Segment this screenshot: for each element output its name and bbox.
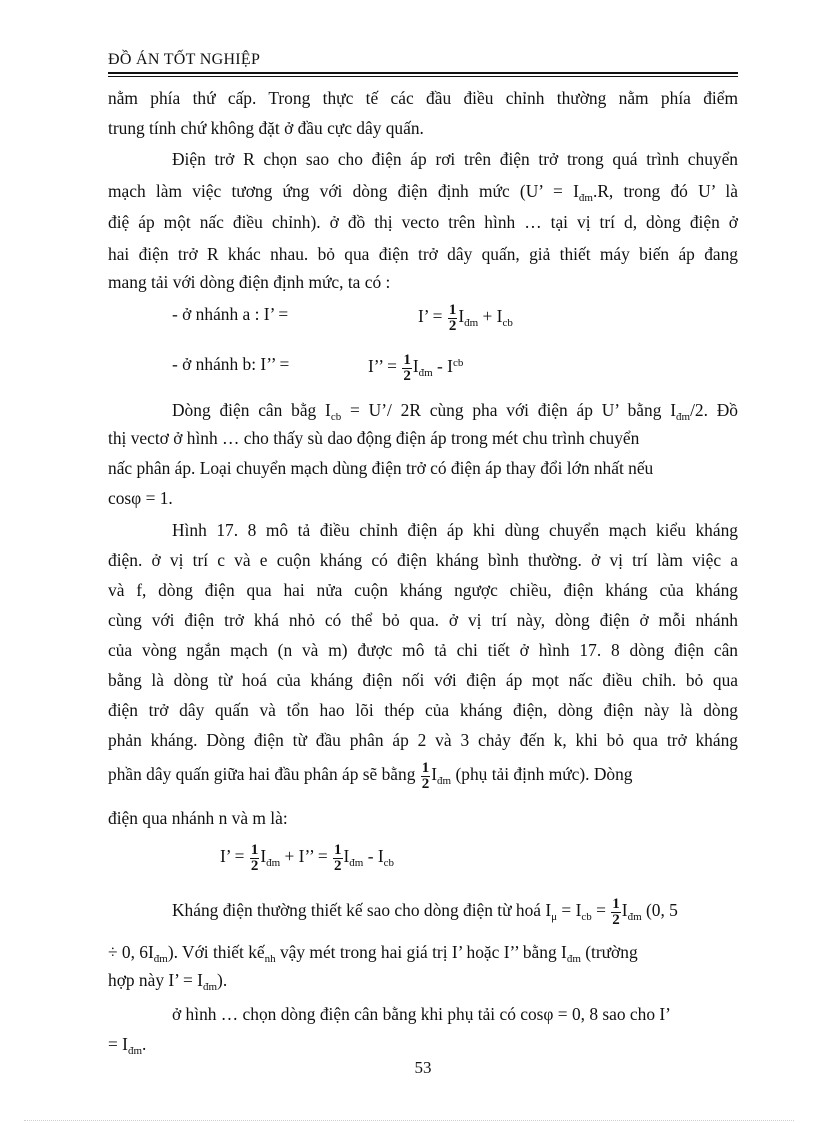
text-line: của vòng ngắn mạch (n và m) được mô tả chi tiết ở hình 17. 8 dòng điện cân [108,640,738,660]
text-line: ở hình … chọn dòng điện cân bằng khi phụ tải có cosφ = 0, 8 sao cho I’ [172,1004,671,1024]
text-line: = $I_{đm}$. [108,1034,147,1057]
formula-branch-n-m: I’ = $\frac{1}{2}$ $I_{đm} + I$’’ = $\frac{1}{2}$ $I_{đm} - I_{cb}$ [220,841,395,874]
text-line: điện. ở vị trí c và e cuộn kháng có điện kháng bình thường. ở vị trí làm việc a [108,550,738,570]
text-line: mạch làm việc tương ứng với dòng điện định mức (U’ = $I_{đm}.R$, trong đó U’ là [108,181,738,204]
header-rule-thick [108,72,738,74]
formula-branch-a: I’ = $\frac{1}{2}$ $I_{đm} + I_{cb}$ [418,301,513,334]
text-line: mang tải với dòng điện định mức, ta có : [108,272,391,292]
text-line: hai điện trở R khác nhau. bỏ qua điện trở dây quấn, giả thiết máy biến áp đang [108,244,738,264]
text-line: Điện trở R chọn sao cho điện áp rơi trên điện trở trong quá trình chuyển [172,149,738,169]
formula-label-branch-a: - ở nhánh a : I’ = [172,304,289,324]
text-line: bằng là dòng từ hoá của kháng điện nối với điện áp mọt nấc điều chỉh. bỏ qua [108,670,738,690]
fraction-half: $\frac{1}{2}$ [448,301,457,334]
text-line: nấc phân áp. Loại chuyển mạch dùng điện trở có điện áp thay đổi lớn nhất nếu [108,458,654,478]
text-line: nằm phía thứ cấp. Trong thực tế các đầu điều chỉnh thường nằm phía điểm [108,88,738,108]
formula-label-branch-b: - ở nhánh b: I’’ = [172,354,290,374]
text-line: phần dây quấn giữa hai đầu phân áp sẽ bằng $\frac{1}{2}$ $I_{đm}$ (phụ tải định mức). Dòng [108,759,633,792]
fraction-half: $\frac{1}{2}$ [612,895,620,928]
text-line: điện qua nhánh n và m là: [108,808,288,828]
page-number: 53 [414,1058,432,1077]
text-line: hợp này I’ = $I_{đm}$). [108,970,228,993]
document-header: ĐỒ ÁN TỐT NGHIỆP [108,51,261,68]
text-line: điệ áp một nấc điều chỉnh). ở đồ thị vecto trên hình … tại vị trí d, dòng điện ở [108,212,738,232]
text-line: điện trở dây quấn và tổn hao lõi thép của kháng điện, dòng điện này là dòng [108,700,738,720]
text-line: cùng với điện trở khá nhỏ có thể bỏ qua. ở vị trí này, dòng điện ở mỗi nhánh [108,610,738,630]
fraction-half: $\frac{1}{2}$ [421,759,430,792]
header-rule-thin [108,76,738,77]
text-line: phản kháng. Dòng điện từ đầu phân áp 2 và 3 chảy đến k, khi bỏ qua trở kháng [108,730,738,750]
page-boundary-dotted-line [24,1120,794,1121]
text-line: và f, dòng điện qua hai nửa cuộn kháng ngược chiều, điện kháng của kháng [108,580,738,600]
text-line: Hình 17. 8 mô tả điều chỉnh điện áp khi dùng chuyển mạch kiểu kháng [172,520,738,540]
fraction-half: $\frac{1}{2}$ [334,841,342,874]
formula-branch-b: I’’ = $\frac{1}{2}$ $I_{đm} - I^{cb}$ [368,351,464,384]
text-line: Kháng điện thường thiết kế sao cho dòng điện từ hoá $I_\mu = I_{cb}$ = $\frac{1}{2}$ $I_{đm}$ (0, 5 [172,895,678,928]
text-line: cosφ = 1. [108,488,173,508]
fraction-half: $\frac{1}{2}$ [250,841,259,874]
text-line: ÷ 0, $6I_{đm}$). Với thiết kế$_{nh}$ vậy mét trong hai giá trị I’ hoặc I’’ bằng $I_{đm}$ (trường [108,942,638,965]
text-line: Dòng điện cân bằg $I_{cb}$ = U’/ 2R cùng pha với điện áp U’ bằng $I_{đm}/2$. Đồ [172,400,738,423]
text-line: thị vectơ ở hình … cho thấy sù dao động điện áp trong mét chu trình chuyển [108,428,640,448]
text-line: trung tính chứ không đặt ở đầu cực dây quấn. [108,118,424,138]
fraction-half: $\frac{1}{2}$ [403,351,411,384]
